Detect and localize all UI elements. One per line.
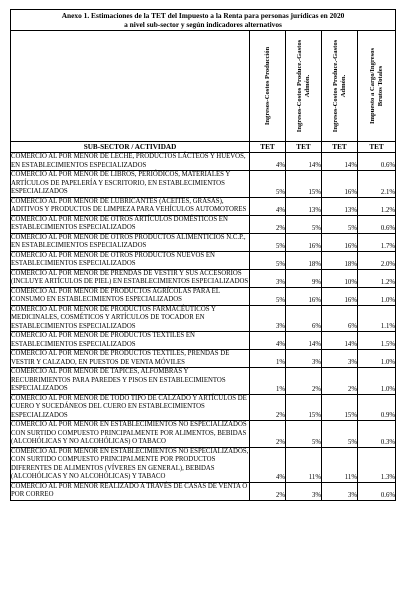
tet-value-cell: 15% (286, 171, 322, 198)
activity-cell: COMERCIO AL POR MENOR DE PRODUCTOS FARMACÉUTICOS Y MEDICINALES, COSMÉTICOS Y ARTÍCULOS DE TOCADOR EN ESTABLECIMIENTOS ESPECIALIZADOS (11, 305, 250, 332)
tet-value-cell: 3% (286, 482, 322, 500)
table-title-line2: a nivel sub-sector y según indicadores alternativos (124, 20, 282, 29)
tet-value-cell: 11% (322, 447, 358, 482)
activity-cell: COMERCIO AL POR MENOR DE LECHE, PRODUCTOS LÁCTEOS Y HUEVOS, EN ESTABLECIMIENTOS ESPECIALIZADOS (11, 153, 250, 171)
tet-value-cell: 15% (322, 394, 358, 421)
tet-value-cell: 1.7% (358, 233, 396, 251)
tet-column-header: TET (286, 142, 322, 153)
table-row (11, 305, 396, 332)
indicator-header-4: Impuesto a Cargo/Ingresos Brutos Totales (358, 31, 396, 142)
activity-cell: COMERCIO AL POR MENOR EN ESTABLECIMIENTOS NO ESPECIALIZADOS, CON SURTIDO COMPUESTO PRINCIPALMENTE POR PRODUCTOS DIFERENTES DE ALIMENTOS (VÍVERES EN GENERAL), BEBIDAS (ALCOHÓLICAS Y NO ALCOHÓLICAS) Y TABACO (11, 447, 249, 480)
activity-cell: COMERCIO AL POR MENOR DE OTROS PRODUCTOS NUEVOS EN ESTABLECIMIENTOS ESPECIALIZADOS (11, 251, 250, 269)
tet-value-cell: 1.1% (358, 305, 396, 332)
tet-value-cell: 0.9% (358, 394, 396, 421)
tet-value-cell: 14% (286, 332, 322, 350)
tet-value-cell: 0.6% (358, 215, 396, 233)
tet-value-cell: 1.3% (358, 447, 396, 482)
activity-cell: COMERCIO AL POR MENOR DE PRODUCTOS TEXTILES, PRENDAS DE VESTIR Y CALZADO, EN PUESTOS DE VENTA MÓVILES (11, 350, 250, 368)
tet-value-cell: 2.1% (358, 171, 396, 198)
tet-value-cell: 2% (250, 482, 286, 500)
tet-value-cell: 2% (250, 215, 286, 233)
subsector-column-header: SUB-SECTOR / ACTIVIDAD (11, 142, 250, 153)
tet-value-cell: 11% (286, 447, 322, 482)
tet-value-cell: 3% (286, 350, 322, 368)
tet-value-cell: 5% (250, 171, 286, 198)
tet-value-cell: 0.6% (358, 153, 396, 171)
tet-value-cell: 15% (286, 394, 322, 421)
tet-column-header: TET (358, 142, 396, 153)
tet-column-header: TET (250, 142, 286, 153)
indicator-header-row (11, 31, 396, 142)
tet-value-cell: 3% (322, 350, 358, 368)
table-title (11, 10, 396, 31)
tet-value-cell: 5% (250, 287, 286, 305)
tet-value-cell: 14% (286, 153, 322, 171)
tet-value-cell: 16% (286, 233, 322, 251)
indicator-header-2: Ingresos-Costos Produce.-Gastos Admón. (286, 31, 322, 142)
tet-value-cell: 5% (322, 421, 358, 448)
activity-cell: COMERCIO AL POR MENOR REALIZADO A TRAVÉS DE CASAS DE VENTA O POR CORREO (11, 482, 250, 500)
tet-value-cell: 1.0% (358, 350, 396, 368)
tet-value-cell: 5% (286, 421, 322, 448)
tet-value-cell: 5% (250, 233, 286, 251)
tet-value-cell: 3% (322, 482, 358, 500)
tet-value-cell: 10% (322, 269, 358, 287)
tet-value-cell: 13% (322, 197, 358, 215)
tet-value-cell: 2% (322, 368, 358, 395)
tet-value-cell: 13% (286, 197, 322, 215)
activity-cell: COMERCIO AL POR MENOR DE TODO TIPO DE CALZADO Y ARTÍCULOS DE CUERO Y SUCEDÁNEOS DEL CUERO EN ESTABLECIMIENTOS ESPECIALIZADOS (11, 394, 250, 421)
tet-value-cell: 1% (250, 350, 286, 368)
tet-value-cell: 0.6% (358, 482, 396, 500)
activity-cell: COMERCIO AL POR MENOR DE PRENDAS DE VESTIR Y SUS ACCESORIOS (INCLUYE ARTÍCULOS DE PIEL) EN ESTABLECIMIENTOS ESPECIALIZADOS (11, 269, 249, 285)
tet-value-cell: 1.5% (358, 332, 396, 350)
tet-value-cell: 18% (322, 251, 358, 269)
table-row (11, 421, 396, 448)
tet-value-cell: 2% (286, 368, 322, 395)
tet-value-cell: 16% (322, 287, 358, 305)
activity-cell: COMERCIO AL POR MENOR DE OTROS ARTÍCULOS DOMÉSTICOS EN ESTABLECIMIENTOS ESPECIALIZADOS (11, 215, 250, 233)
tet-value-cell: 1.2% (358, 269, 396, 287)
tet-value-cell: 4% (250, 153, 286, 171)
tet-value-cell: 16% (286, 287, 322, 305)
header-empty-cell (11, 31, 250, 142)
tet-value-cell: 5% (250, 251, 286, 269)
table-row (11, 153, 396, 171)
tet-value-cell: 4% (250, 332, 286, 350)
table-row (11, 447, 396, 482)
table-row (11, 215, 396, 233)
table-row (11, 171, 396, 198)
table-title-line1: Anexo 1. Estimaciones de la TET del Impuesto a la Renta para personas jurídicas en 2020 (61, 11, 345, 20)
tet-value-cell: 2% (250, 394, 286, 421)
table-row (11, 287, 396, 305)
tet-value-cell: 2% (250, 421, 286, 448)
table-row (11, 233, 396, 251)
table-row (11, 368, 396, 395)
tet-value-cell: 1.2% (358, 197, 396, 215)
tet-value-cell: 16% (322, 233, 358, 251)
activity-cell: COMERCIO AL POR MENOR DE OTROS PRODUCTOS ALIMENTICIOS N.C.P., EN ESTABLECIMIENTOS ESPECIALIZADOS (11, 233, 250, 251)
title-row (11, 10, 396, 31)
activity-cell: COMERCIO AL POR MENOR DE PRODUCTOS TEXTILES EN ESTABLECIMIENTOS ESPECIALIZADOS (11, 332, 250, 350)
tet-value-cell: 6% (286, 305, 322, 332)
tet-column-header: TET (322, 142, 358, 153)
tet-value-cell: 1% (250, 368, 286, 395)
table-row (11, 332, 396, 350)
tet-value-cell: 3% (250, 305, 286, 332)
tet-value-cell: 3% (250, 269, 286, 287)
tet-value-cell: 0.3% (358, 421, 396, 448)
table-row (11, 350, 396, 368)
tet-value-cell: 14% (322, 332, 358, 350)
tet-value-cell: 16% (322, 171, 358, 198)
tet-table (10, 9, 396, 501)
subheader-row (11, 142, 396, 153)
activity-cell: COMERCIO AL POR MENOR DE LIBROS, PERIÓDICOS, MATERIALES Y ARTÍCULOS DE PAPELERÍA Y ESCRITORIO, EN ESTABLECIMIENTOS ESPECIALIZADOS (11, 171, 250, 198)
activity-cell: COMERCIO AL POR MENOR DE LUBRICANTES (ACEITES, GRASAS), ADITIVOS Y PRODUCTOS DE LIMPIEZA PARA VEHÍCULOS AUTOMOTORES (11, 197, 250, 215)
table-row (11, 197, 396, 215)
tet-value-cell: 18% (286, 251, 322, 269)
table-row (11, 269, 396, 287)
tet-value-cell: 5% (286, 215, 322, 233)
tet-value-cell: 4% (250, 197, 286, 215)
tet-value-cell: 2.0% (358, 251, 396, 269)
table-row (11, 394, 396, 421)
table-row (11, 251, 396, 269)
tet-value-cell: 1.0% (358, 368, 396, 395)
tet-value-cell: 14% (322, 153, 358, 171)
tet-value-cell: 5% (322, 215, 358, 233)
activity-cell: COMERCIO AL POR MENOR EN ESTABLECIMIENTOS NO ESPECIALIZADOS CON SURTIDO COMPUESTO PRINCIPALMENTE POR ALIMENTOS, BEBIDAS (ALCOHÓLICAS Y NO ALCOHÓLICAS) O TABACO (11, 421, 250, 448)
indicator-header-1: Ingresos-Costos Producción (250, 31, 286, 142)
tet-value-cell: 6% (322, 305, 358, 332)
tet-value-cell: 4% (250, 447, 286, 482)
tet-value-cell: 9% (286, 269, 322, 287)
table-body (11, 153, 396, 501)
activity-cell: COMERCIO AL POR MENOR DE PRODUCTOS AGRÍCOLAS PARA EL CONSUMO EN ESTABLECIMIENTOS ESPECIALIZADOS (11, 287, 250, 305)
table-row (11, 482, 396, 500)
tet-value-cell: 1.0% (358, 287, 396, 305)
indicator-header-3: Ingresos-Costos Produce.-Gastos Admón. (322, 31, 358, 142)
activity-cell: COMERCIO AL POR MENOR DE TAPICES, ALFOMBRAS Y RECUBRIMIENTOS PARA PAREDES Y PISOS EN ESTABLECIMIENTOS ESPECIALIZADOS (11, 368, 250, 395)
